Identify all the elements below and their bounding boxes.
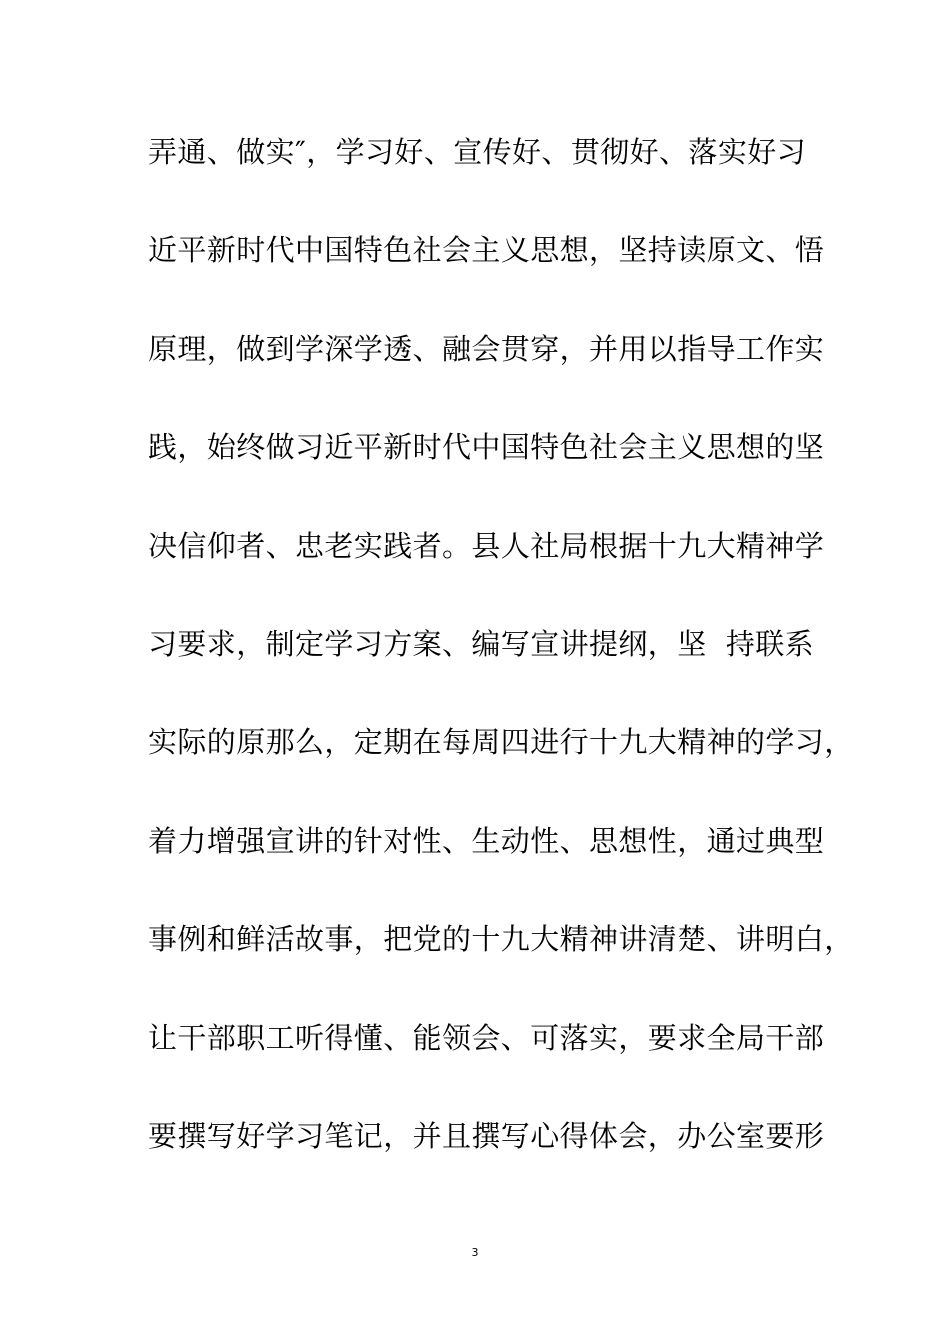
- text-line: 让干部职工听得懂、能领会、可落实，要求全局干部: [148, 1020, 825, 1055]
- text-line: 决信仰者、忠老实践者。县人社局根据十九大精神学: [148, 528, 825, 563]
- body-text: [148, 126, 854, 1208]
- text-line: 近平新时代中国特色社会主义思想，坚持读原文、悟: [148, 233, 825, 268]
- text-line: 要撰写好学习笔记，并且撰写心得体会，办公室要形: [148, 1118, 825, 1153]
- page-number: 3: [471, 1246, 479, 1259]
- text-line: 弄通、做实″，学习好、宣传好、贯彻好、落实好习: [148, 135, 807, 169]
- text-line: 践，始终做习近平新时代中国特色社会主义思想的坚: [148, 430, 825, 465]
- text-line: 事例和鲜活故事，把党的十九大精神讲清楚、讲明白，: [148, 922, 854, 957]
- text-line: 实际的原那么，定期在每周四进行十九大精神的学习，: [148, 725, 854, 760]
- text-line: 习要求，制定学习方案、编写宣讲提纲，坚 持联系: [148, 626, 815, 661]
- text-line: 着力增强宣讲的针对性、生动性、思想性，通过典型: [148, 823, 825, 858]
- text-line: 原理，做到学深学透、融会贯穿，并用以指导工作实: [148, 331, 825, 366]
